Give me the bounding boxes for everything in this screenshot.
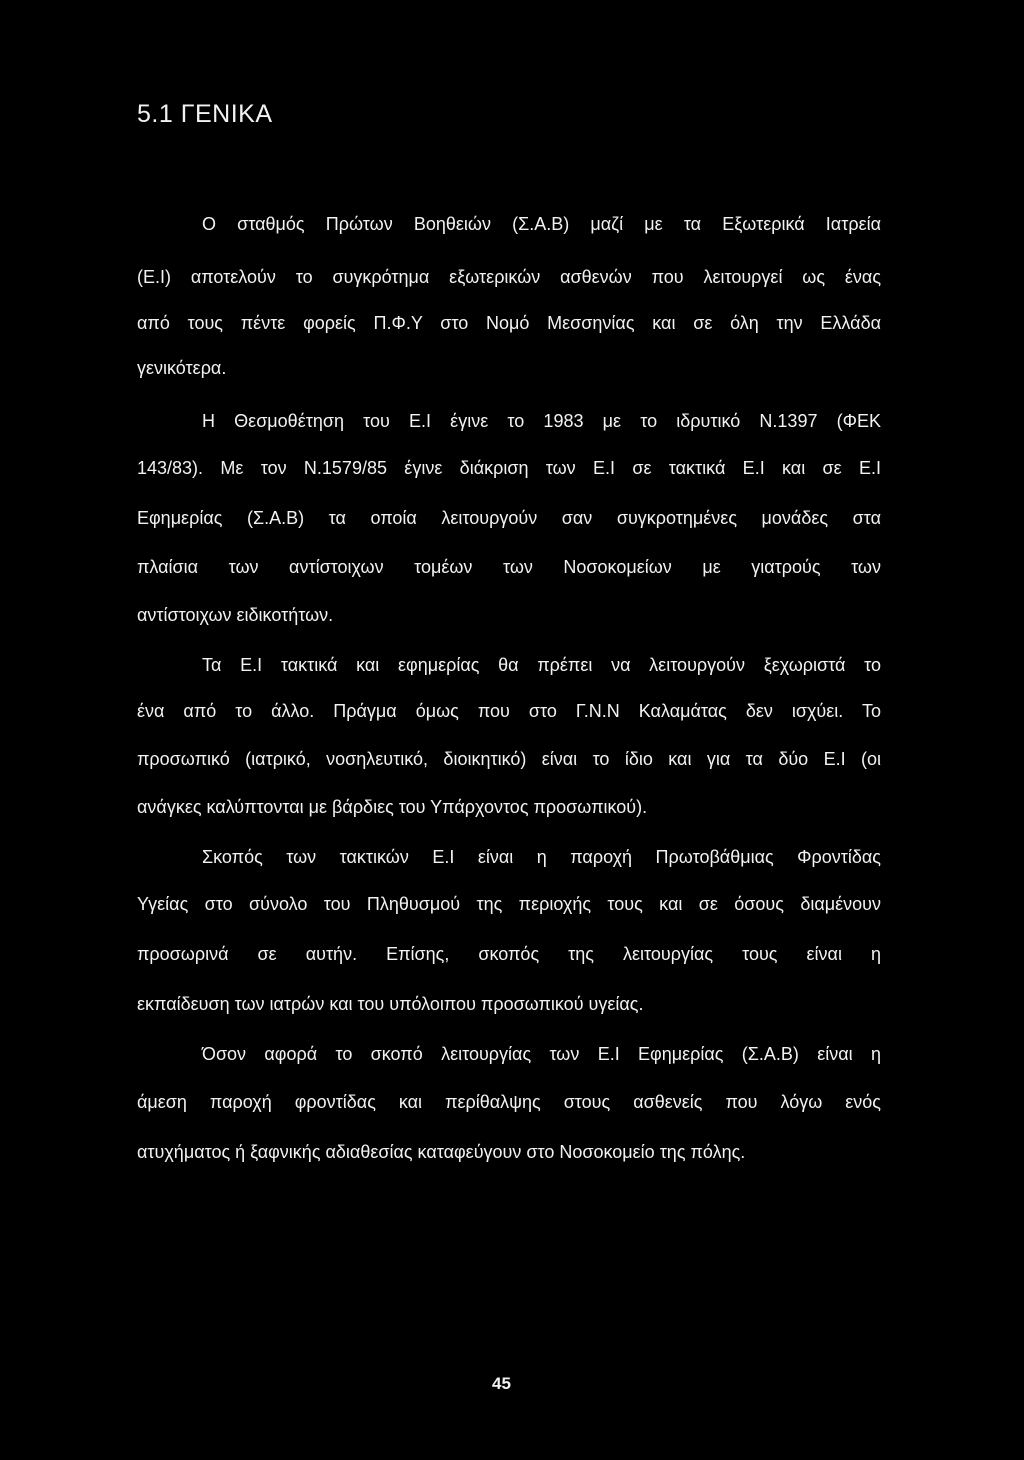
- paragraph-line: αντίστοιχων ειδικοτήτων.: [137, 605, 334, 625]
- paragraph-line: προσωρινά σε αυτήν. Επίσης, σκοπός της λειτουργίας τους είναι η: [137, 944, 881, 964]
- paragraph-line: Υγείας στο σύνολο του Πληθυσμού της περιοχής τους και σε όσους διαμένουν: [137, 894, 881, 914]
- page-number: 45: [492, 1374, 511, 1393]
- paragraph-line: εκπαίδευση των ιατρών και του υπόλοιπου προσωπικού υγείας.: [137, 994, 644, 1014]
- paragraph-line: από τους πέντε φορείς Π.Φ.Υ στο Νομό Μεσσηνίας και σε όλη την Ελλάδα: [137, 313, 881, 333]
- paragraph-line: ατυχήματος ή ξαφνικής αδιαθεσίας καταφεύγουν στο Νοσοκομείο της πόλης.: [137, 1142, 746, 1162]
- paragraph-line: Σκοπός των τακτικών Ε.Ι είναι η παροχή Πρωτοβάθμιας Φροντίδας: [202, 847, 881, 867]
- paragraph-line: (Ε.Ι) αποτελούν το συγκρότημα εξωτερικών ασθενών που λειτουργεί ως ένας: [137, 267, 881, 287]
- section-heading: 5.1 ΓΕΝΙΚΑ: [137, 100, 273, 128]
- paragraph-line: Εφημερίας (Σ.Α.Β) τα οποία λειτουργούν σαν συγκροτημένες μονάδες στα: [137, 508, 881, 528]
- paragraph-line: προσωπικό (ιατρικό, νοσηλευτικό, διοικητικό) είναι το ίδιο και για τα δύο Ε.Ι (οι: [137, 749, 881, 769]
- paragraph-line: 143/83). Με τον Ν.1579/85 έγινε διάκριση των Ε.Ι σε τακτικά Ε.Ι και σε Ε.Ι: [137, 458, 881, 478]
- paragraph-line: γενικότερα.: [137, 358, 227, 378]
- paragraph-line: ένα από το άλλο. Πράγμα όμως που στο Γ.Ν.Ν Καλαμάτας δεν ισχύει. Το: [137, 701, 881, 721]
- paragraph-line: Τα Ε.Ι τακτικά και εφημερίας θα πρέπει να λειτουργούν ξεχωριστά το: [202, 655, 881, 675]
- paragraph-line: ανάγκες καλύπτονται με βάρδιες του Υπάρχοντος προσωπικού).: [137, 797, 648, 817]
- paragraph-line: Η Θεσμοθέτηση του Ε.Ι έγινε το 1983 με το ιδρυτικό Ν.1397 (ΦΕΚ: [202, 411, 881, 431]
- paragraph-line: Ο σταθμός Πρώτων Βοηθειών (Σ.Α.Β) μαζί με τα Εξωτερικά Ιατρεία: [202, 214, 881, 234]
- paragraph-line: Όσον αφορά το σκοπό λειτουργίας των Ε.Ι Εφημερίας (Σ.Α.Β) είναι η: [202, 1044, 881, 1064]
- paragraph-line: πλαίσια των αντίστοιχων τομέων των Νοσοκομείων με γιατρούς των: [137, 557, 881, 577]
- paragraph-line: άμεση παροχή φροντίδας και περίθαλψης στους ασθενείς που λόγω ενός: [137, 1092, 881, 1112]
